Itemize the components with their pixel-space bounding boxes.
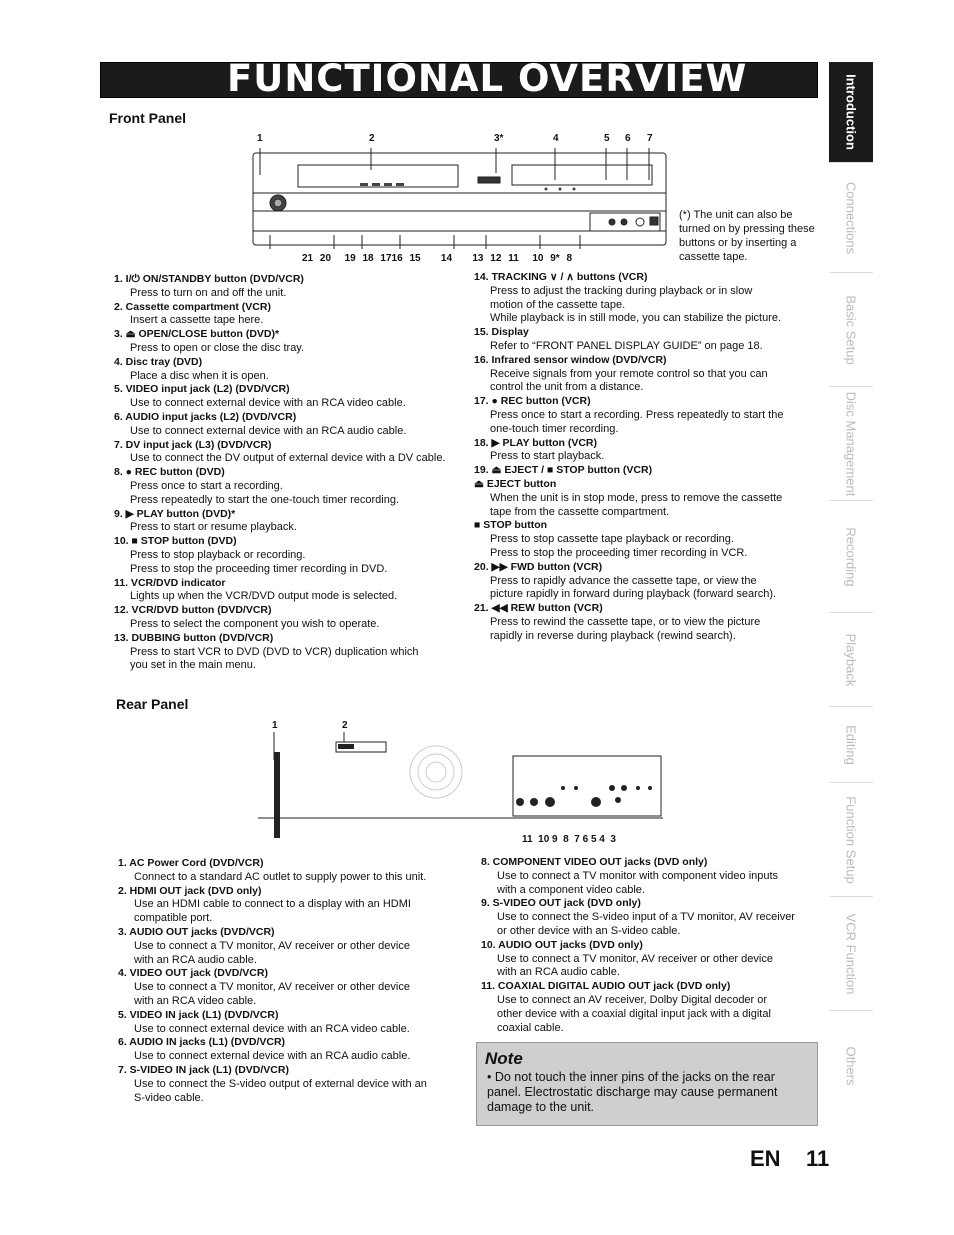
item-description: picture rapidly in forward during playback (forward search). [490,588,777,601]
list-item [474,519,819,560]
item-heading: 3. AUDIO OUT jacks (DVD/VCR) [118,925,275,938]
list-item [474,437,819,465]
rear-bottom-callouts: 11 10 9 8 7 6 5 4 3 [522,834,616,845]
item-heading: 10. ■ STOP button (DVD) [114,535,237,548]
item-heading: 5. VIDEO input jack (L2) (DVD/VCR) [114,383,290,396]
front-callout-2: 2 [369,133,375,144]
list-item [114,577,464,605]
item-heading: 1. I/⏻ ON/STANDBY button (DVD/VCR) [114,273,304,285]
front-callout-13: 13 [472,253,484,264]
list-item [481,939,821,980]
item-description: Use to connect external device with an RCA audio cable. [130,424,407,437]
side-tab-label: VCR Function [843,913,859,995]
item-heading: 1. AC Power Cord (DVD/VCR) [118,857,264,869]
note-box [476,1042,818,1126]
item-heading: 2. HDMI OUT jack (DVD only) [118,884,262,897]
item-heading: 8. ● REC button (DVD) [114,466,225,479]
item-description: Use to connect external device with an RCA video cable. [134,1022,410,1035]
item-description: Press to stop the proceeding timer recording in DVD. [130,562,388,575]
list-item [114,632,464,673]
item-description: When the unit is in stop mode, press to remove the cassette [490,491,783,504]
front-callout-18: 18 [362,253,374,264]
side-tab-function-setup[interactable] [829,782,873,897]
side-tab-label: Basic Setup [843,295,859,365]
front-callout-17-16: 1716 [380,253,403,264]
item-heading: 5. VIDEO IN jack (L1) (DVD/VCR) [118,1008,279,1021]
item-description: Press to start playback. [490,450,605,463]
item-description: Use to connect external device with an RCA video cable. [130,397,406,410]
list-item [114,328,464,356]
item-heading: 12. VCR/DVD button (DVD/VCR) [114,604,272,617]
front-callout-7: 7 [647,133,653,144]
item-description: Use to connect a TV monitor, AV receiver or other device [134,939,410,952]
side-tab-editing[interactable] [829,706,873,783]
list-item [118,857,468,885]
item-heading: 21. ◀◀ REW button (VCR) [474,602,603,615]
list-item [114,411,464,439]
list-item [114,383,464,411]
list-item [474,478,819,519]
list-item [474,326,819,354]
item-description: one-touch timer recording. [490,422,619,435]
front-callout-5: 5 [604,133,610,144]
side-tab-label: Function Setup [843,796,859,884]
item-description: or other device with an S-video cable. [497,924,681,937]
side-tab-label: Connections [843,181,859,255]
note-title: Note [485,1049,523,1068]
front-callout-1: 1 [257,133,263,144]
list-item [481,856,821,897]
item-description: Use to connect a TV monitor with component video inputs [497,869,779,882]
list-item [474,602,819,643]
list-item [114,535,464,576]
item-description: you set in the main menu. [130,659,256,672]
item-heading: 11. COAXIAL DIGITAL AUDIO OUT jack (DVD only) [481,980,731,993]
item-description: Press to stop playback or recording. [130,548,306,561]
side-tab-others[interactable] [829,1010,873,1121]
front-callout-12: 12 [490,253,502,264]
item-description: Place a disc when it is open. [130,369,269,382]
item-description: compatible port. [134,912,213,925]
side-tab-playback[interactable] [829,612,873,707]
item-description: Press to start or resume playback. [130,521,297,534]
item-description: While playback is in still mode, you can stabilize the picture. [490,312,782,325]
side-tab-label: Playback [843,633,859,687]
item-description: motion of the cassette tape. [490,298,626,311]
item-description: Press to open or close the disc tray. [130,341,305,354]
rear-panel-title: Rear Panel [116,696,189,712]
item-description: tape from the cassette compartment. [490,505,670,518]
item-description: S-video cable. [134,1091,204,1104]
front-callout-11: 11 [508,253,519,264]
item-heading: 4. VIDEO OUT jack (DVD/VCR) [118,967,268,980]
item-description: Press to stop the proceeding timer recording in VCR. [490,546,748,559]
front-callout-15: 15 [409,253,421,264]
side-tab-label: Others [843,1046,859,1086]
item-heading: 2. Cassette compartment (VCR) [114,300,271,313]
front-callout-21: 21 [302,253,314,264]
list-item [118,885,468,926]
front-panel-illustration [250,145,670,255]
item-heading: 8. COMPONENT VIDEO OUT jacks (DVD only) [481,856,708,868]
side-tab-disc-management[interactable] [829,386,873,501]
item-heading: 16. Infrared sensor window (DVD/VCR) [474,353,667,366]
list-item [114,508,464,536]
page-title: FUNCTIONAL OVERVIEW [227,57,748,100]
front-callout-19: 19 [344,253,356,264]
list-item [474,271,819,326]
list-item [114,466,464,507]
list-item [114,273,464,301]
list-item [474,354,819,395]
list-item [114,604,464,632]
front-callout-4: 4 [553,133,559,144]
side-tab-vcr-function[interactable] [829,896,873,1011]
item-description: Use to connect the S-video input of a TV monitor, AV receiver [497,911,795,924]
front-panel-list-left [114,273,464,673]
list-item [114,301,464,329]
item-heading: 7. DV input jack (L3) (DVD/VCR) [114,438,272,451]
front-callout-8: 8 [566,253,573,264]
front-callout-6: 6 [625,133,631,144]
list-item [114,356,464,384]
side-tab-label: Recording [843,527,859,587]
side-tab-recording[interactable] [829,500,873,613]
item-heading: 3. ⏏ OPEN/CLOSE button (DVD)* [114,328,280,341]
list-item [474,464,819,478]
item-description: Use to connect external device with an RCA audio cable. [134,1050,411,1063]
item-description: Press to stop cassette tape playback or recording. [490,533,734,546]
item-description: with an RCA audio cable. [497,966,620,979]
front-panel-title: Front Panel [109,110,187,126]
item-description: Use to connect a TV monitor, AV receiver or other device [134,981,410,994]
front-callout-3: 3* [494,133,504,144]
side-tab-introduction[interactable] [829,62,873,162]
front-callout-10: 10 [532,253,544,264]
list-item [114,439,464,467]
front-callout-14: 14 [440,253,453,264]
item-description: Press to select the component you wish to operate. [130,617,380,630]
item-heading: 19. ⏏ EJECT / ■ STOP button (VCR) [474,464,653,477]
item-heading: 11. VCR/DVD indicator [114,576,226,589]
front-callout-9: 9* [550,253,560,264]
item-description: Press to adjust the tracking during playback or in slow [490,284,753,297]
front-panel-list-right [474,271,819,644]
item-heading: 13. DUBBING button (DVD/VCR) [114,631,274,644]
item-description: Use to connect an AV receiver, Dolby Digital decoder or [497,993,768,1006]
front-bottom-callouts [302,253,572,264]
item-description: Press once to start a recording. Press repeatedly to start the [490,408,784,421]
item-description: Press to rapidly advance the cassette tape, or view the [490,574,757,587]
item-heading: 9. ▶ PLAY button (DVD)* [114,507,236,520]
rear-panel-illustration [258,730,678,840]
rear-callout-1: 1 [272,720,278,731]
page-banner [100,57,818,100]
item-description: control the unit from a distance. [490,381,644,394]
item-description: Press to start VCR to DVD (DVD to VCR) duplication which [130,645,419,658]
list-item [118,967,468,1008]
footer-lang: EN [750,1146,781,1171]
item-description: rapidly in reverse during playback (rewind search). [490,629,736,642]
item-description: with an RCA audio cable. [134,953,257,966]
item-heading: ■ STOP button [474,519,548,532]
item-description: other device with a coaxial digital input jack with a digital [497,1007,771,1020]
item-description: Connect to a standard AC outlet to supply power to this unit. [134,870,427,883]
side-tab-basic-setup[interactable] [829,272,873,387]
item-description: Press to turn on and off the unit. [130,286,287,299]
item-heading: 18. ▶ PLAY button (VCR) [474,436,598,449]
item-heading: 17. ● REC button (VCR) [474,395,591,408]
side-tab-connections[interactable] [829,162,873,273]
item-description: Use to connect a TV monitor, AV receiver or other device [497,952,773,965]
item-description: Press to rewind the cassette tape, or to view the picture [490,615,761,628]
item-heading: 9. S-VIDEO OUT jack (DVD only) [481,897,641,910]
list-item [118,1036,468,1064]
item-description: Use to connect the DV output of external device with a DV cable. [130,452,446,465]
list-item [118,926,468,967]
rear-panel-list-left [118,857,468,1105]
item-description: Receive signals from your remote control so that you can [490,367,768,380]
list-item [118,1009,468,1037]
item-description: coaxial cable. [497,1021,564,1034]
front-callout-20: 20 [319,253,332,264]
list-item [481,897,821,938]
item-heading: 15. Display [474,326,529,339]
item-description: Refer to “FRONT PANEL DISPLAY GUIDE” on page 18. [490,339,763,352]
item-heading: 7. S-VIDEO IN jack (L1) (DVD/VCR) [118,1063,289,1076]
rear-callout-2: 2 [342,720,348,731]
item-heading: 10. AUDIO OUT jacks (DVD only) [481,938,643,951]
front-panel-footnote: (*) The unit can also be turned on by pressing these buttons or by inserting a cassette tape. [679,209,815,263]
side-tab-label: Disc Management [843,391,859,497]
item-description: Use an HDMI cable to connect to a display with an HDMI [134,898,411,911]
item-description: with an RCA video cable. [134,994,257,1007]
item-heading: 14. TRACKING ∨ / ∧ buttons (VCR) [474,271,648,283]
item-heading: 4. Disc tray (DVD) [114,355,203,368]
note-text: • Do not touch the inner pins of the jacks on the rear panel. Electrostatic discharge may cause permanent damage to the unit. [487,1070,778,1114]
list-item [474,561,819,602]
item-description: Lights up when the VCR/DVD output mode is selected. [130,590,398,603]
page-number: 11 [806,1146,830,1171]
item-description: Use to connect the S-video output of external device with an [134,1077,427,1090]
item-description: Press repeatedly to start the one-touch timer recording. [130,493,400,506]
list-item [481,980,821,1035]
rear-panel-list-right [481,856,821,1035]
item-heading: 6. AUDIO input jacks (L2) (DVD/VCR) [114,410,297,423]
item-description: Press once to start a recording. [130,479,283,492]
item-description: with a component video cable. [497,883,645,896]
list-item [118,1064,468,1105]
item-description: Insert a cassette tape here. [130,314,264,327]
list-item [474,395,819,436]
side-tab-label: Editing [843,725,859,765]
item-heading: ⏏ EJECT button [474,477,557,490]
item-heading: 20. ▶▶ FWD button (VCR) [474,560,603,573]
side-tab-label: Introduction [843,74,859,150]
item-heading: 6. AUDIO IN jacks (L1) (DVD/VCR) [118,1036,286,1049]
